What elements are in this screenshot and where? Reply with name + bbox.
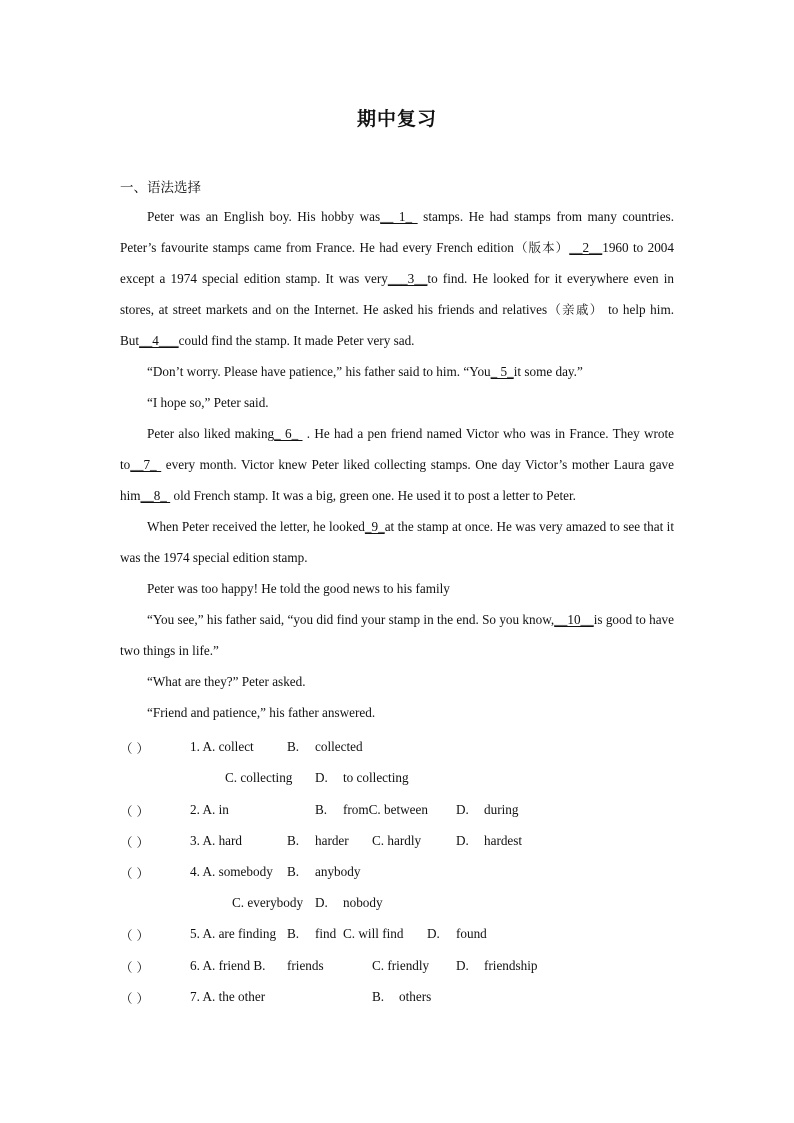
passage-text: 1960 to 2004 except a 1974 special edition stamp. It was very — [120, 240, 674, 286]
question-number-option-a: 5. A. are finding — [190, 926, 277, 941]
passage-text: is good to have two things in life.” — [120, 612, 674, 658]
option-b-text: collected — [315, 739, 363, 754]
passage-paragraph-5 — [120, 511, 674, 573]
passage-paragraph-6: Peter was too happy! He told the good news to his family — [147, 581, 450, 596]
question-number-option-a-b: 6. A. friend B. — [190, 958, 266, 973]
option-d-label: D. — [427, 926, 440, 941]
option-d-label: D. — [456, 958, 469, 973]
passage-text: Peter was an English boy. His hobby was — [147, 209, 381, 224]
passage-text: to find. He looked for it everywhere even in stores, at street markets and on the Internet. He asked his friends and relatives — [120, 271, 674, 317]
option-d-text: found — [456, 926, 487, 941]
answer-paren[interactable]: （ ） — [120, 804, 149, 819]
option-b-label: B. — [287, 864, 300, 879]
option-d-label: D. — [315, 770, 328, 785]
passage-text: could find the stamp. It made Peter very sad. — [178, 333, 415, 348]
question-number-option-a: 1. A. collect — [190, 739, 254, 754]
option-b-text: anybody — [315, 864, 361, 879]
option-b-label: B. — [287, 833, 300, 848]
section-heading: 一、语法选择 — [120, 180, 201, 196]
blank-10[interactable]: __10__ — [554, 612, 594, 627]
option-b-text: others — [399, 989, 432, 1004]
passage-text: Peter also liked making — [147, 426, 275, 441]
option-b-text: harder — [315, 833, 349, 848]
passage-paragraph-7 — [120, 604, 674, 666]
answer-paren[interactable]: （ ） — [120, 960, 149, 975]
passage-text: it some day.” — [513, 364, 583, 379]
passage-paragraph-4 — [120, 418, 674, 511]
reading-passage — [120, 201, 674, 728]
passage-paragraph-9: “Friend and patience,” his father answered. — [147, 705, 376, 720]
option-d-label: D. — [315, 895, 328, 910]
option-b-label: B. — [372, 989, 385, 1004]
chinese-gloss: （版本） — [513, 240, 570, 255]
passage-paragraph-1 — [120, 201, 674, 356]
blank-3[interactable]: ___3__ — [387, 271, 428, 286]
option-d-label: D. — [456, 833, 469, 848]
option-d-text: hardest — [484, 833, 523, 848]
passage-paragraph-8: “What are they?” Peter asked. — [147, 674, 306, 689]
answer-paren[interactable]: （ ） — [120, 835, 149, 850]
option-d-text: during — [484, 802, 519, 817]
answer-paren[interactable]: （ ） — [120, 928, 149, 943]
passage-text: . He had a pen friend named Victor who was in France. They wrote to — [120, 426, 675, 472]
passage-text: at the stamp at once. He was very amazed to see that it was the 1974 special edition stamp. — [120, 519, 674, 565]
blank-9[interactable]: _9_ — [364, 519, 385, 534]
option-b-label: B. — [315, 802, 328, 817]
blank-7[interactable]: __7_ — [130, 457, 162, 472]
blank-5[interactable]: _ 5_ — [490, 364, 514, 379]
passage-paragraph-2 — [120, 356, 674, 387]
question-number-option-a: 7. A. the other — [190, 989, 266, 1004]
option-c: C. everybody — [232, 895, 304, 910]
blank-8[interactable]: __8_ — [140, 488, 171, 503]
passage-text: When Peter received the letter, he looked — [147, 519, 365, 534]
option-b-label: B. — [287, 926, 300, 941]
passage-paragraph-3: “I hope so,” Peter said. — [147, 395, 269, 410]
option-d-text: to collecting — [343, 770, 409, 785]
option-d-text: friendship — [484, 958, 538, 973]
question-number-option-a: 3. A. hard — [190, 833, 243, 848]
answer-paren[interactable]: （ ） — [120, 866, 149, 881]
page-title: 期中复习 — [356, 108, 437, 130]
option-c: C. will find — [343, 926, 404, 941]
passage-text: “You see,” his father said, “you did find your stamp in the end. So you know, — [147, 612, 555, 627]
option-b-text: find — [315, 926, 337, 941]
question-number-option-a: 4. A. somebody — [190, 864, 273, 879]
passage-text: every month. Victor knew Peter liked collecting stamps. One day Victor’s mother Laura gave him — [120, 457, 675, 503]
chinese-gloss: （亲戚） — [547, 302, 604, 317]
option-c: C. collecting — [225, 770, 293, 785]
option-b-c-text: fromC. between — [343, 802, 428, 817]
answer-paren[interactable]: （ ） — [120, 991, 149, 1006]
answer-paren[interactable]: （ ） — [120, 741, 149, 756]
passage-text: “Don’t worry. Please have patience,” his father said to him. “You — [147, 364, 491, 379]
blank-4[interactable]: __4___ — [139, 333, 179, 348]
option-d-text: nobody — [343, 895, 383, 910]
question-number-option-a: 2. A. in — [190, 802, 229, 817]
option-c: C. hardly — [372, 833, 422, 848]
blank-1[interactable]: __ 1_ — [380, 209, 418, 224]
blank-6[interactable]: _ 6_ — [274, 426, 303, 441]
option-d-label: D. — [456, 802, 469, 817]
passage-text: stamps. He had stamps from many countries. Peter’s favourite stamps came from France. He had every French edition — [120, 209, 674, 255]
passage-text: old French stamp. It was a big, green one. He used it to post a letter to Peter. — [170, 488, 576, 503]
passage-text: to help him. But — [120, 302, 674, 348]
option-c: C. friendly — [372, 958, 430, 973]
option-b-text: friends — [287, 958, 324, 973]
blank-2[interactable]: __2__ — [569, 240, 603, 255]
option-b-label: B. — [287, 739, 300, 754]
